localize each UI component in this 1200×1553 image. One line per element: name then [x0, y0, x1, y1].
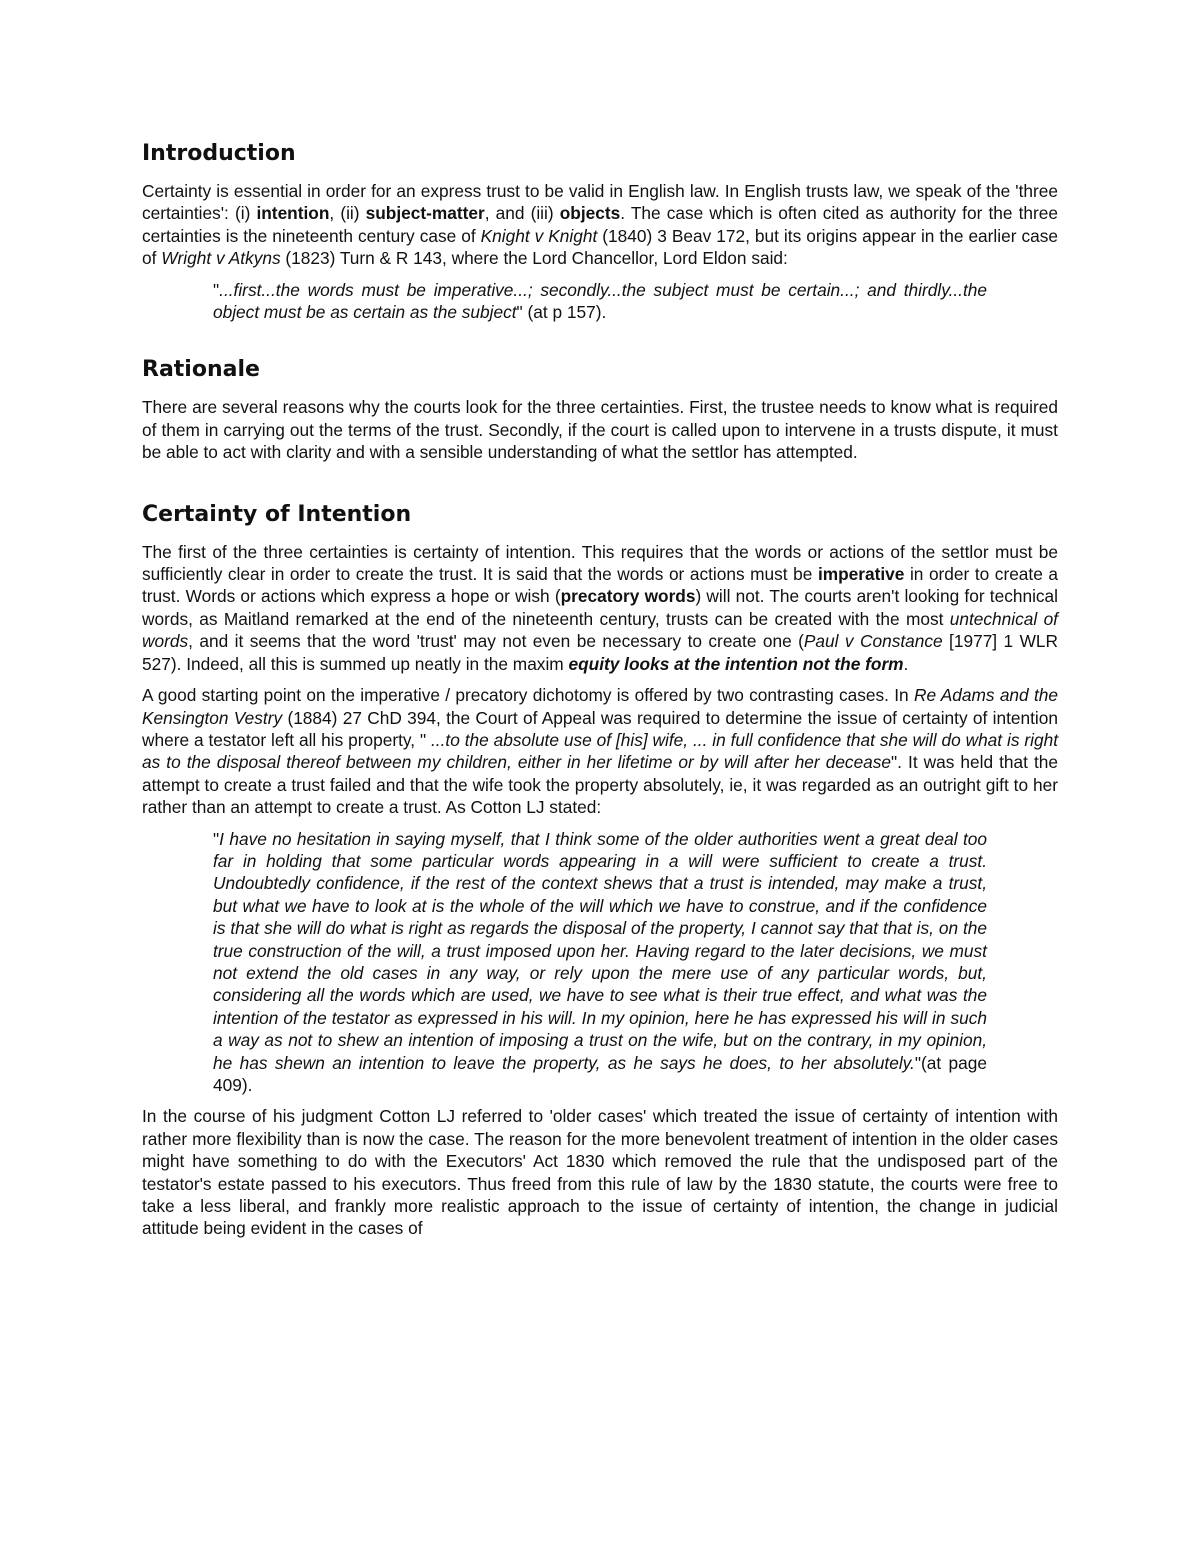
section-gap [142, 473, 1058, 501]
introduction-paragraph [142, 180, 1058, 270]
heading-introduction: Introduction [142, 141, 296, 166]
quote-text: ...first...the words must be imperative...; secondly...the subject must be certain...; and thirdly...the object must be as certain as the subject [213, 279, 987, 323]
text-run: (1823) Turn & R 143, where the Lord Chancellor, Lord Eldon said: [280, 248, 788, 269]
term-precatory-words: precatory words [560, 586, 696, 607]
section-gap [142, 332, 1058, 356]
text-run: . [903, 653, 909, 674]
heading-certainty-of-intention: Certainty of Intention [142, 501, 412, 527]
text-run: ". It was held that the attempt to create a trust failed and that the wife took the property absolutely, ie, it was regarded as an outright gift to her rather than an attempt to create a trust. As Cotton LJ stated: [142, 752, 1059, 818]
case-name: Re Adams and the Kensington Vestry [142, 685, 1058, 728]
document-page [142, 140, 1058, 1249]
intention-paragraph-3: In the course of his judgment Cotton LJ referred to 'older cases' which treated the issue of certainty of intention with rather more flexibility than is now the case. The reason for the more benevolent treatment of intention in the older cases might have something to do with the Executors' Act 1830 which removed the rule that the undisposed part of the testator's estate passed to his executors. Thus freed from this rule of law by the 1830 statute, the courts were free to take a less liberal, and frankly more realistic approach to the issue of certainty of intention, the change in judicial attitude being evident in the cases of [142, 1106, 1058, 1239]
text-run: (1884) 27 ChD 394, the Court of Appeal was required to determine the issue of certainty of intention where a testator left all his property, " [142, 707, 1058, 750]
text-run: Certainty is essential in order for an express trust to be valid in English law. In English trusts law, we speak of the 'three certainties': (i) [142, 181, 1058, 224]
text-run: , and (iii) [484, 203, 560, 224]
term-objects: objects [559, 203, 621, 224]
text-run: The first of the three certainties is certainty of intention. This requires that the words or actions of the settlor must be sufficiently clear in order to create the trust. It is said that the words or actions must be [142, 541, 1058, 585]
text-run: A good starting point on the imperative / precatory dichotomy is offered by two contrasting cases. In [142, 685, 914, 706]
cotton-quote [213, 828, 987, 1097]
eldon-quote [213, 279, 987, 324]
text-run: in order to create a trust. Words or actions which express a hope or wish ( [142, 564, 1058, 607]
quote-text: I have no hesitation in saying myself, that I think some of the older authorities went a great deal too far in holding that some particular words appearing in a will were sufficient to create a trust. Undoubtedly confidence, if the rest of the context shews that a trust is intended, may make a trust, but what we have to look at is the whole of the will which we have to construe, and if the confidence is that she will do what is right as regards the disposal of the property, I cannot say that that is, on the true construction of the will, a trust imposed upon her. Having regard to the later decisions, we must not extend the old cases in any way, or rely upon the mere use of any particular words, but, considering all the words which are used, we have to see what is their true effect, and what was the intention of the testator as expressed in his will. In my opinion, here he has expressed his will in such a way as not to shew an intention of imposing a trust on the wife, but on the contrary, in my opinion, he has shewn an intention to leave the property, as he says he does, to her absolutely. [213, 828, 987, 1073]
text-run: (1840) 3 Beav 172, but its origins appear in the earlier case of [142, 225, 1058, 269]
citation: " (at p 157). [516, 302, 607, 323]
case-name: Knight v Knight [480, 225, 598, 246]
text-run: , and it seems that the word 'trust' may not even be necessary to create one ( [188, 631, 804, 652]
case-name: Paul v Constance [803, 631, 943, 652]
rationale-paragraph: There are several reasons why the courts look for the three certainties. First, the trustee needs to know what is required of them in carrying out the terms of the trust. Secondly, if the court is called upon to intervene in a trusts dispute, it must be able to act with clarity and with a sensible understanding of what the settlor has attempted. [142, 397, 1058, 463]
intention-paragraph-2 [142, 684, 1058, 818]
term-subject-matter: subject-matter [365, 203, 485, 224]
intention-paragraph-1 [142, 541, 1058, 675]
maxim: equity looks at the intention not the form [568, 653, 904, 674]
citation: "(at page 409). [213, 1052, 987, 1095]
text-run: . The case which is often cited as authority for the three certainties is the nineteenth century case of [142, 203, 1058, 246]
term-imperative: imperative [817, 564, 905, 585]
text-run: [1977] 1 WLR 527). Indeed, all this is summed up neatly in the maxim [142, 631, 1058, 674]
will-quote: ...to the absolute use of [his] wife, ... in full confidence that she will do what is right as to the disposal thereof between my children, either in her lifetime or by will after her decease [142, 729, 1058, 773]
heading-rationale: Rationale [142, 357, 260, 383]
case-name: Wright v Atkyns [161, 248, 281, 269]
text-run: , (ii) [329, 203, 366, 224]
term-intention: intention [256, 203, 330, 224]
text-run: " [213, 279, 220, 300]
text-run: ) will not. The courts aren't looking for technical words, as Maitland remarked at the end of the nineteenth century, trusts can be created with the most [142, 586, 1059, 629]
emphasis: untechnical of words [142, 608, 1058, 652]
text-run: " [213, 828, 220, 849]
